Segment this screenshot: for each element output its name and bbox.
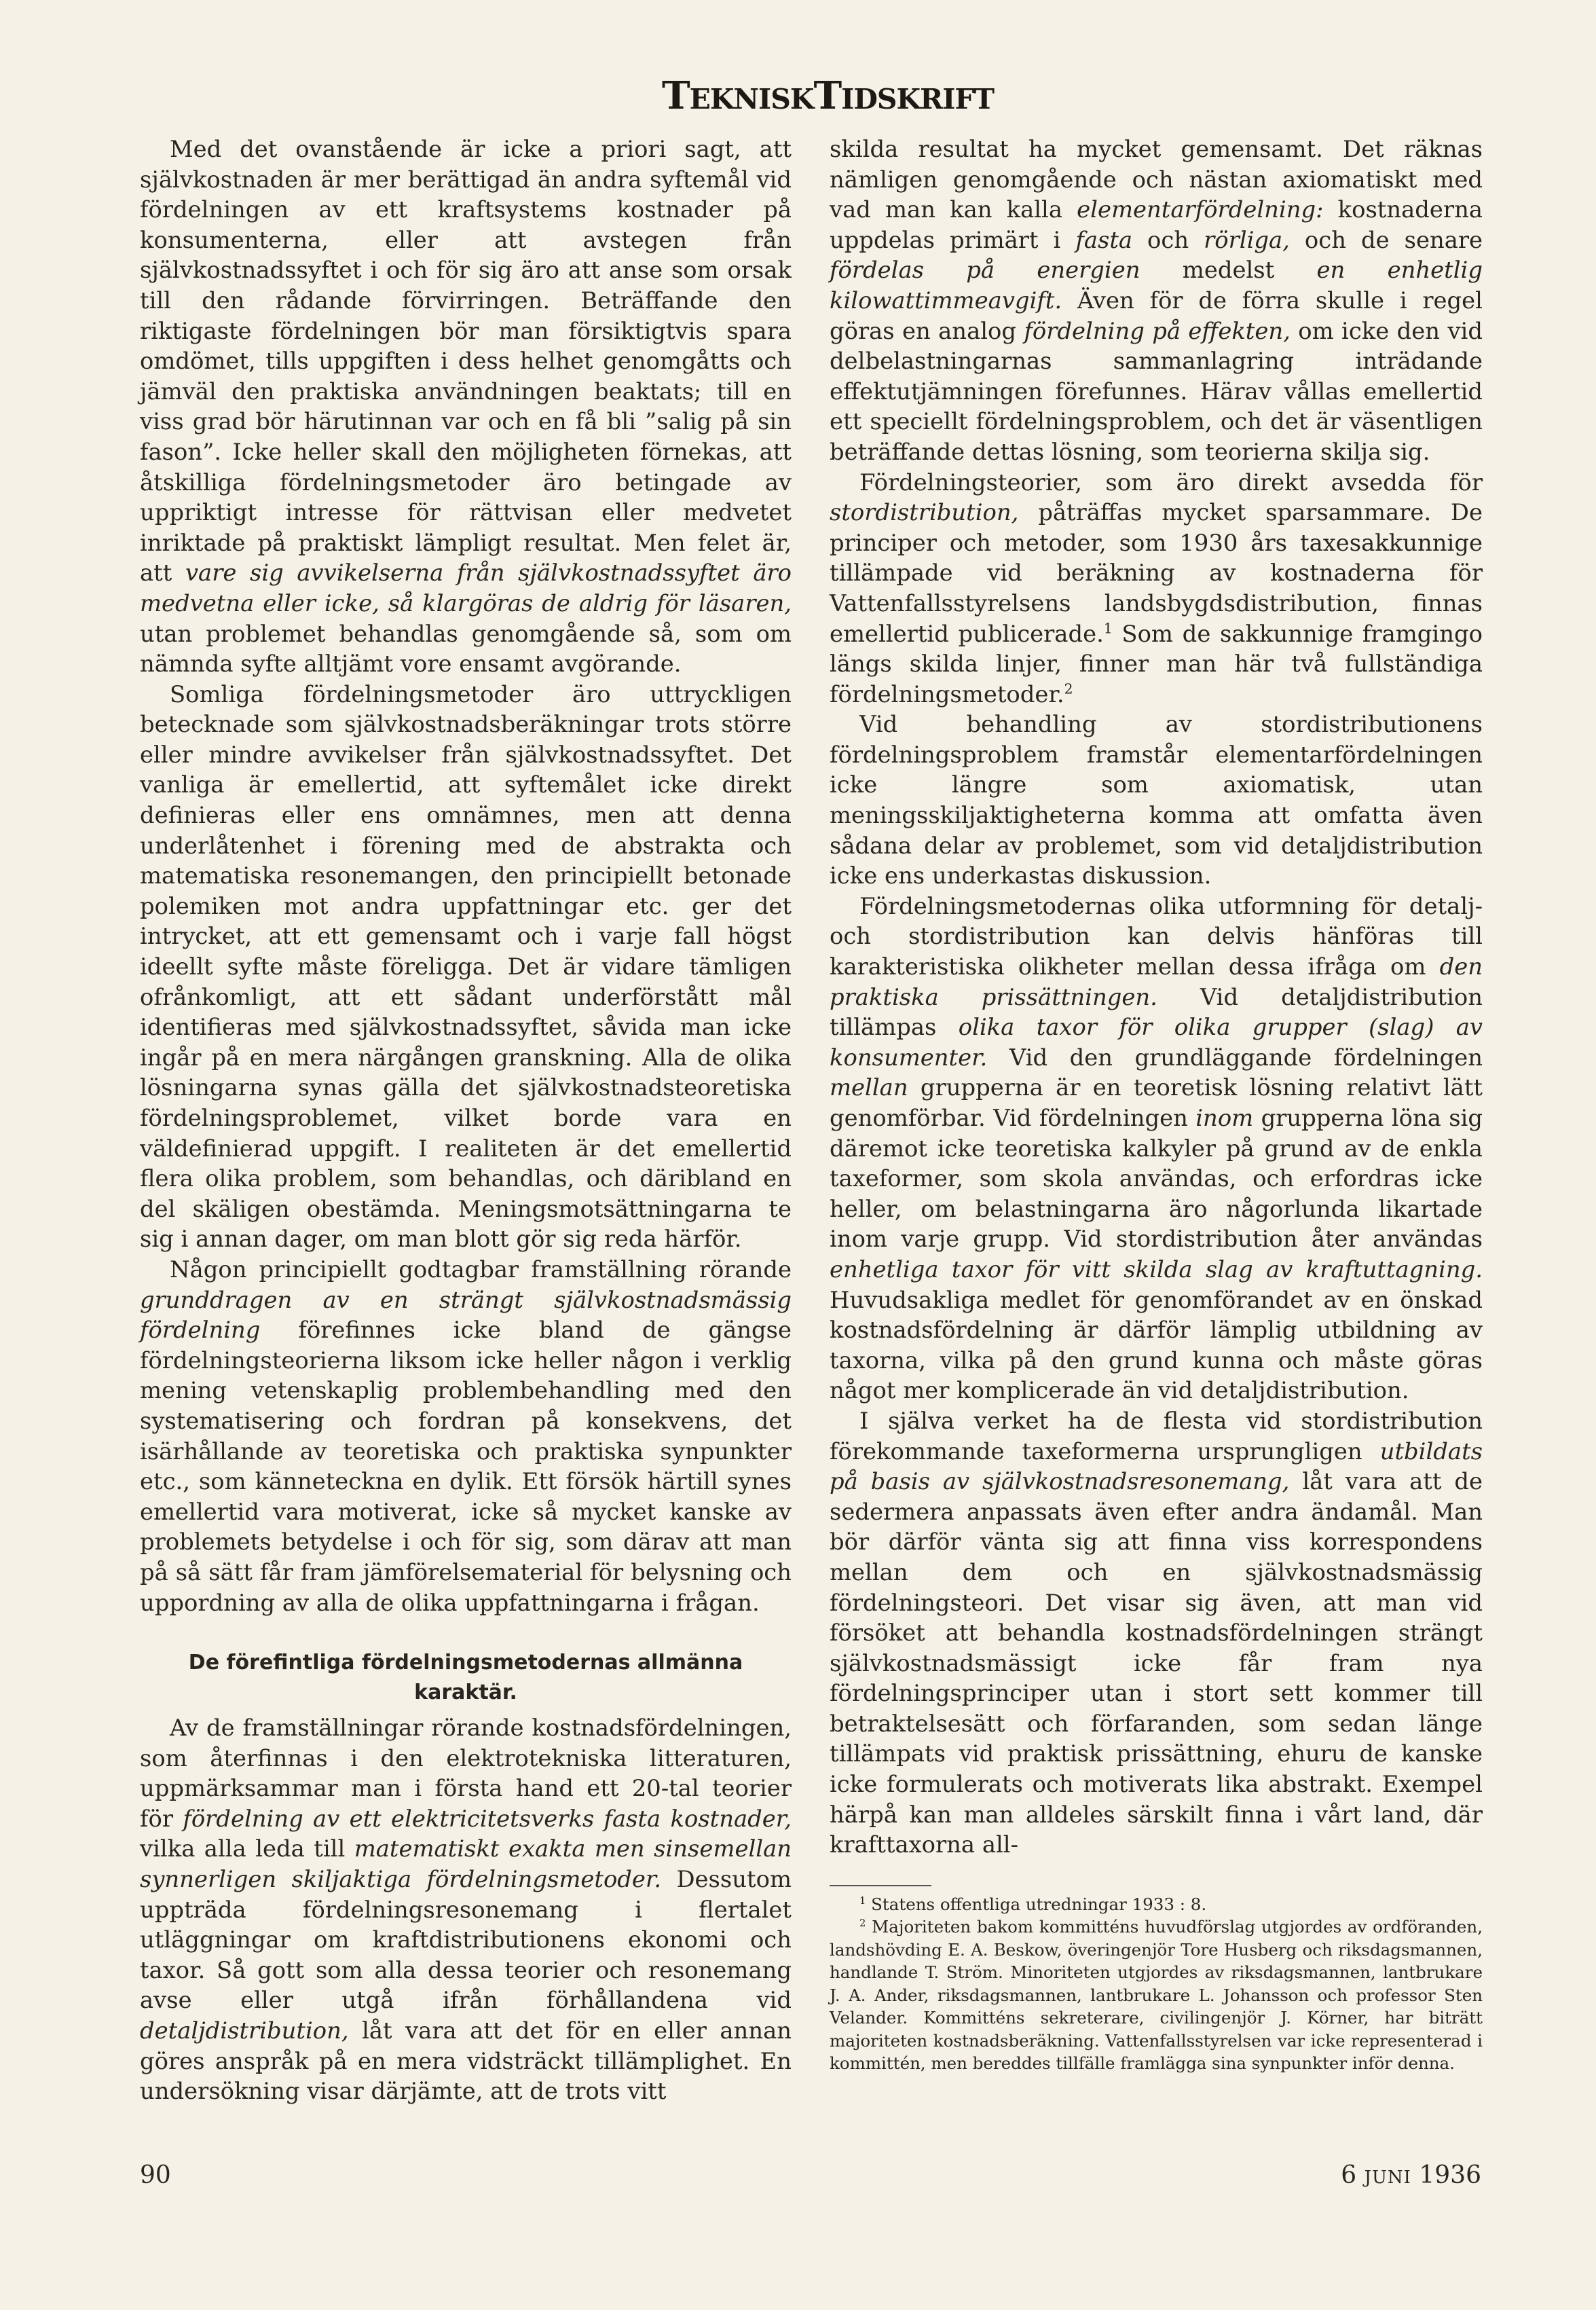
italic-text: fördelning av ett elektricitetsverks fasta kostnader, xyxy=(183,1805,792,1832)
text-run: vilka alla leda till xyxy=(140,1835,354,1863)
text-run: Vid den grundläggande fördelningen xyxy=(987,1044,1483,1071)
text-run: utan problemet behandlas genomgående så, som om nämnda syfte alltjämt vore ensamt avgörande. xyxy=(140,620,792,678)
paragraph xyxy=(830,468,1483,710)
italic-text: utbildats på basis av självkostnadsresonemang, xyxy=(830,1437,1483,1495)
paragraph xyxy=(140,1255,792,1618)
masthead-word-1: EKNISK xyxy=(689,83,814,115)
footnote-marker: 2 xyxy=(1064,680,1073,697)
italic-text: vare sig avvikelserna från självkostnadssyftet äro medvetna eller icke, så klargöras de aldrig för läsaren, xyxy=(140,560,792,617)
text-run: Som de sakkunnige framgingo längs skilda linjer, finner man här två fullständiga fördelningsmetoder. xyxy=(830,620,1483,708)
paragraph xyxy=(830,892,1483,1406)
italic-text: rörliga, xyxy=(1204,226,1290,253)
text-run: Vid detaljdistribution tillämpas xyxy=(830,983,1483,1041)
italic-text: inom xyxy=(1195,1105,1254,1131)
italic-text: stordistribution, xyxy=(830,499,1019,526)
issue-date xyxy=(1324,2161,1481,2189)
text-run: Somliga fördelningsmetoder äro uttryckligen betecknade som självkostnadsberäkningar trots större eller mindre avvikelser från självkostnadssyftet. Det vanliga är emellertid, att syftemålet icke direkt definieras eller ens omnämnes, men att denna underlåtenhet i förening med de abstrakta och matematiska resonemangen, den principiellt betonade polemiken mot andra uppfattningar etc. ger det intrycket, att ett gemensamt och i varje fall högst ideellt syfte måste föreligga. Det är vidare tämligen ofrånkomligt, att ett sådant underförstått mål identifieras med självkostnadssyftet, såvida man icke ingår på en mera närgången granskning. Alla de olika lösningarna synas gälla det självkostnadsteoretiska fördelningsproblemet, vilket borde vara en väldefinierad uppgift. I realiteten är det emellertid flera olika problem, som behandlas, och däribland en del skäligen obestämda. Meningsmotsättningarna te sig i annan dager, om man blott gör sig reda härför. xyxy=(140,680,792,1253)
italic-text: elementarfördelning: xyxy=(1077,196,1324,223)
text-run: och xyxy=(1132,226,1204,253)
text-run: låt vara att det för en eller annan göres anspråk på en mera vidsträckt tillämplighet. En undersökning visar därjämte, att de trots vitt xyxy=(140,2017,792,2105)
paragraph xyxy=(830,710,1483,892)
italic-text: enhetliga taxor för vitt skilda slag av kraftuttagning. xyxy=(830,1255,1483,1283)
paragraph xyxy=(830,1406,1483,1860)
text-run: Fördelningsteorier, som äro direkt avsedda för xyxy=(859,469,1483,496)
text-run: Huvudsakliga medlet för genomförandet av en önskad kostnadsfördelning är därför lämplig utbildning av taxorna, vilka på den grund kunna och måste göras något mer komplicerade än vid detaljdistribution. xyxy=(830,1286,1483,1404)
paragraph xyxy=(140,1713,792,2107)
text-run: grupperna löna sig däremot icke teoretiska kalkyler på grund av de enkla taxeformer, som skola användas, och erfordras icke heller, om belastningarna äro någorlunda likartade inom varje grupp. Vid stordistribution åter användas xyxy=(830,1105,1483,1253)
footnote-2 xyxy=(830,1915,1483,2075)
text-run: låt vara att de sedermera anpassats även efter andra ändamål. Man bör därför vänta sig att finna viss korrespondens mellan dem och en självkostnadsmässig fördelningsteori. Det visar sig även, att man vid försöket att behandla kostnadsfördelningen strängt självkostnadsmässigt icke får fram nya fördelningsprinciper utan i stort sett kommer till betraktelsesätt och förfaranden, som sedan länge tillämpats vid praktisk prissättning, ehuru de kanske icke formulerats och motiverats lika abstrakt. Exempel härpå kan man alldeles särskilt finna i vårt land, där krafttaxorna all- xyxy=(830,1468,1483,1858)
text-run: skilda resultat ha mycket gemensamt. Det räknas nämligen genomgående och nästan axiomatiskt med vad man kan kalla xyxy=(830,136,1483,223)
text-run: Statens offentliga utredningar 1933 : 8. xyxy=(866,1894,1207,1914)
italic-text: detaljdistribution, xyxy=(140,2017,349,2045)
text-run: Vid behandling av stordistributionens fördelningsproblem framstår elementarfördelningen icke längre som axiomatisk, utan meningsskiljaktigheterna komma att omfatta även sådana delar av problemet, som vid detaljdistribution icke ens underkastas diskussion. xyxy=(830,711,1483,890)
footnote-marker: 1 xyxy=(1103,620,1113,637)
italic-text: olika taxor för olika grupper (slag) av konsumenter. xyxy=(830,1014,1483,1071)
page-number: 90 xyxy=(140,2161,171,2189)
masthead-initial-2: T xyxy=(813,73,842,118)
text-run: I själva verket ha de flesta vid stordistribution förekommande taxeformerna ursprungligen xyxy=(830,1407,1483,1465)
footnote-1 xyxy=(830,1893,1483,1916)
issue-date-year: 1936 xyxy=(1419,2161,1481,2189)
footnote-rule xyxy=(830,1885,931,1886)
italic-text: en enhetlig kilowattimmeavgift. xyxy=(830,257,1483,314)
italic-text: grunddragen av en strängt självkostnadsmässig fördelning xyxy=(140,1286,792,1344)
text-run: påträffas mycket sparsammare. De principer och metoder, som 1930 års taxesakkunnige tillämpade vid beräkning av kostnaderna för Vattenfallsstyrelsens landsbygdsdistribution, finnas emellertid publicerade. xyxy=(830,499,1483,647)
text-run: Majoriteten bakom kommitténs huvudförslag utgjordes av ordföranden, landshövding E. A. Beskow, överingenjör Tore Husberg och riksdagsmannen, handlande T. Ström. Minoriteten utgjordes av riksdagsmannen, lantbrukare J. A. Ander, riksdagsmannen, lantbrukare L. Johansson och professor Sten Velander. Kommitténs sekreterare, civilingenjör J. Körner, har biträtt majoriteten kostnadsberäkning. Vattenfallsstyrelsen var icke representerad i kommittén, men bereddes tillfälle framlägga sina synpunkter inför denna. xyxy=(830,1917,1483,2074)
text-run: medelst xyxy=(1140,257,1317,284)
footnotes xyxy=(830,1885,1483,2075)
masthead-initial-1: T xyxy=(662,73,690,118)
italic-text: den praktiska prissättningen. xyxy=(830,953,1483,1010)
issue-date-day: 6 xyxy=(1341,2161,1357,2189)
footnote-marker: 1 xyxy=(859,1894,866,1907)
footnote-marker: 2 xyxy=(859,1918,866,1930)
text-run: och de senare xyxy=(1289,226,1483,253)
text-run: Dessutom uppträda fördelningsresonemang i flertalet utläggningar om kraftdistributionens ekonomi och taxor. Så gott som alla dessa teorier och resonemang avse eller utgå ifrån förhållandena vid xyxy=(140,1866,792,2014)
text-run: förefinnes icke bland de gängse fördelningsteorierna liksom icke heller någon i verklig mening vetenskaplig problembehandling med den systematisering och fordran på konsekvens, det isärhållande av teoretiska och praktiska synpunkter etc., som känneteckna en dylik. Ett försök härtill synes emellertid vara motiverat, icke så mycket kanske av problemets betydelse i och för sig, som därav att man på så sätt får fram jämförelsematerial för belysning och uppordning av alla de olika uppfattningarna i frågan. xyxy=(140,1317,792,1616)
paragraph xyxy=(140,134,792,680)
text-run: Någon principiellt godtagbar framställning rörande xyxy=(170,1255,792,1283)
text-run: grupperna är en teoretisk lösning relativt lätt genomförbar. Vid fördelningen xyxy=(830,1074,1483,1131)
text-run: om icke den vid delbelastningarnas sammanlagring inträdande effektutjämningen förefunnes. Härav vållas emellertid ett speciellt fördelningsproblem, och det är väsentligen beträffande dettas lösning, som teorierna skilja sig. xyxy=(830,317,1483,465)
text-run: kostnaderna uppdelas primärt i xyxy=(830,196,1483,253)
italic-text: fasta xyxy=(1075,226,1133,253)
text-run: Även för de förra skulle i regel göras en analog xyxy=(830,287,1483,344)
issue-date-month: JUNI xyxy=(1364,2167,1411,2188)
italic-text: fördelas på energien xyxy=(830,257,1140,284)
italic-text: matematiskt exakta men sinsemellan synnerligen skiljaktiga fördelningsmetoder. xyxy=(140,1835,792,1893)
text-run: Fördelningsmetodernas olika utformning för detalj- och stordistribution kan delvis hänföras till karakteristiska olikheter mellan dessa ifråga om xyxy=(830,892,1483,980)
masthead-word-2: IDSKRIFT xyxy=(841,83,994,115)
paragraph xyxy=(140,680,792,1255)
text-run: Av de framställningar rörande kostnadsfördelningen, som återfinnas i den elektrotekniska litteraturen, uppmärksammar man i första hand ett 20-tal teorier för xyxy=(140,1715,792,1832)
section-heading: De förefintliga fördelningsmetodernas allmänna karaktär. xyxy=(188,1651,743,1705)
italic-text: fördelning på effekten, xyxy=(1024,317,1291,344)
paragraph xyxy=(830,134,1483,468)
right-column xyxy=(830,134,1483,2075)
left-column xyxy=(140,134,792,2107)
text-run: Med det ovanstående är icke a priori sagt, att självkostnaden är mer berättigad än andra syftemål vid fördelningen av ett kraftsystems kostnader på konsumenterna, eller att avstegen från självkostnadssyftet i och för sig äro att anse som orsak till den rådande förvirringen. Beträffande den riktigaste fördelningen bör man försiktigtvis spara omdömet, tills uppgiften i dess helhet genomgåtts och jämväl den praktiska användningen beaktats; till en viss grad bör härutinnan var och en få bli ”salig på sin fason”. Icke heller skall den möjligheten förnekas, att åtskilliga fördelningsmetoder äro betingade av uppriktigt intresse för rättvisan eller medvetet inriktade på praktiskt lämpligt resultat. Men felet är, att xyxy=(140,136,792,587)
journal-masthead xyxy=(662,73,994,118)
italic-text: mellan xyxy=(830,1074,908,1101)
